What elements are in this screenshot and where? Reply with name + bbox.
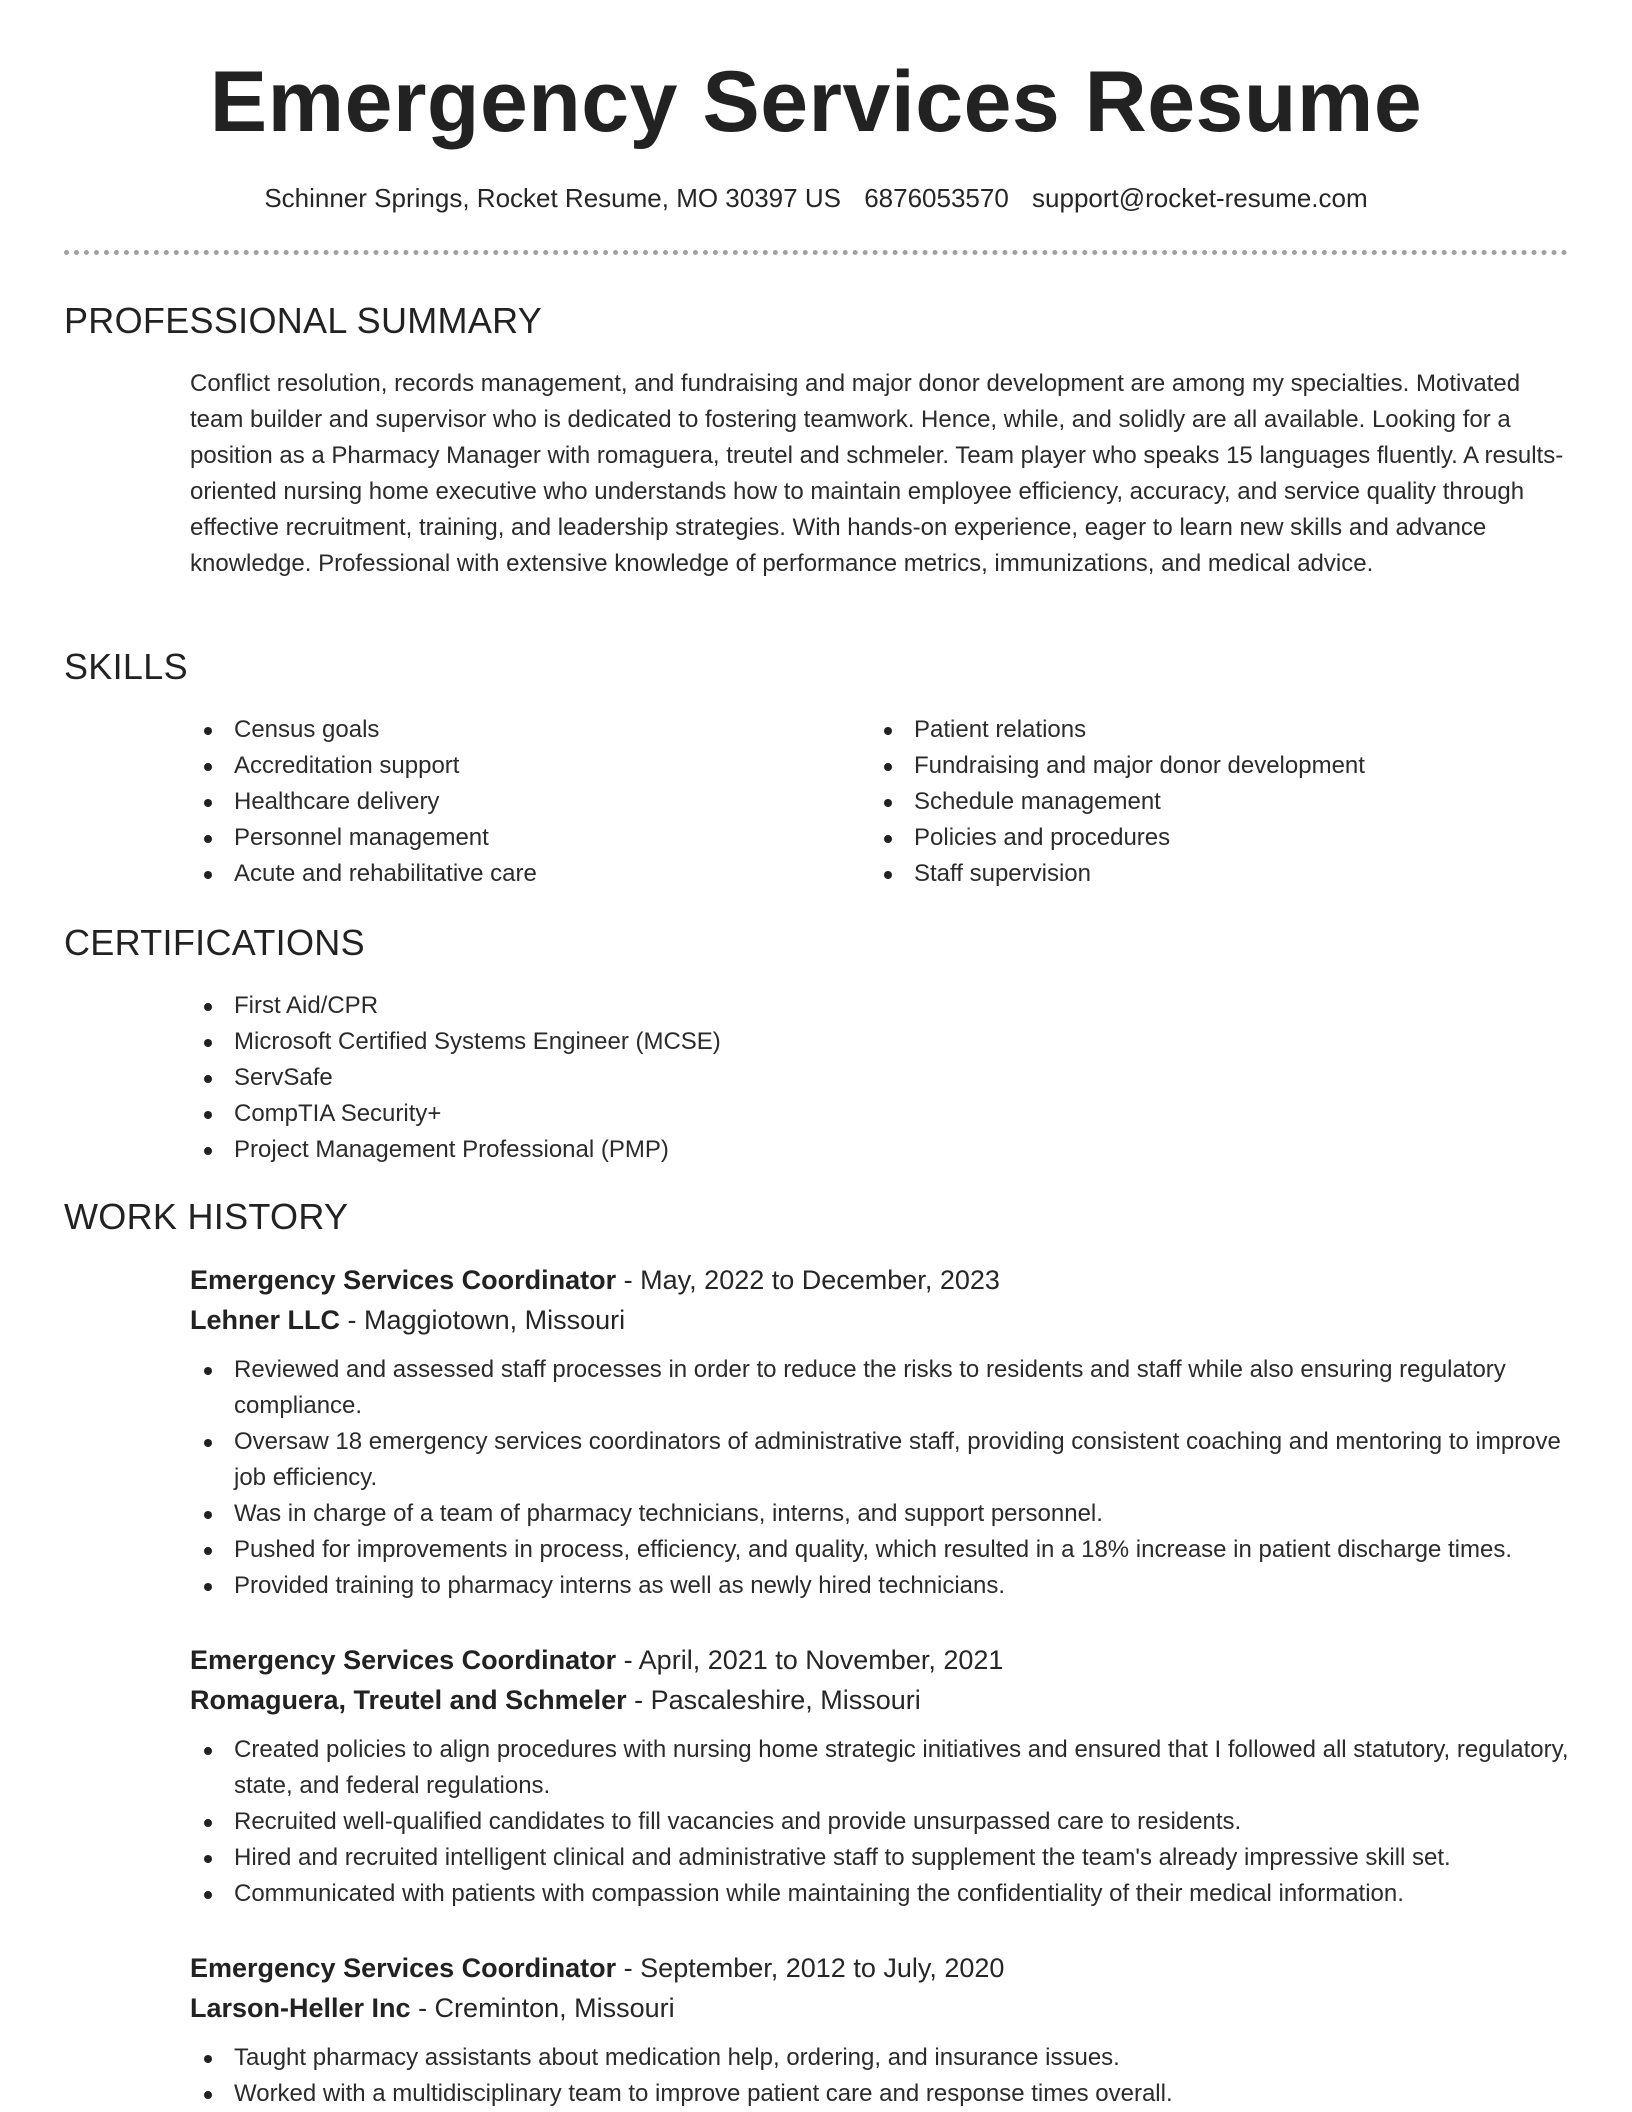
- section-title-work-history: WORK HISTORY: [64, 1196, 349, 1237]
- job-company: Larson-Heller Inc: [190, 1993, 411, 2023]
- job-company: Romaguera, Treutel and Schmeler: [190, 1685, 627, 1715]
- job-dates: - April, 2021 to November, 2021: [616, 1645, 1004, 1675]
- bullet-icon: [884, 727, 892, 735]
- job-bullet-text: Taught pharmacy assistants about medication help, ordering, and insurance issues.: [234, 2044, 1120, 2071]
- skill-item: [870, 712, 1365, 748]
- job-company: Lehner LLC: [190, 1305, 341, 1335]
- skill-item: [190, 856, 537, 892]
- job-title: Emergency Services Coordinator: [190, 1265, 617, 1295]
- certification-item: [190, 1132, 721, 1168]
- skill-item: [190, 784, 537, 820]
- job-bullet-text: Pushed for improvements in process, efficiency, and quality, which resulted in a 18% increase in patient discharge times.: [234, 1536, 1512, 1563]
- skill-item: [870, 748, 1365, 784]
- bullet-icon: [204, 1819, 212, 1827]
- work-entry: [190, 1640, 1570, 1912]
- job-location: - Pascaleshire, Missouri: [626, 1685, 921, 1715]
- job-bullet-text: Provided training to pharmacy interns as well as newly hired technicians.: [234, 1572, 1006, 1599]
- contact-phone: 6876053570: [864, 183, 1009, 213]
- bullet-icon: [204, 799, 212, 807]
- bullet-icon: [204, 1747, 212, 1755]
- bullet-icon: [204, 727, 212, 735]
- job-bullet: [190, 1840, 1570, 1876]
- bullet-icon: [204, 1511, 212, 1519]
- skill-label: Fundraising and major donor development: [914, 752, 1365, 779]
- job-bullet-text: Worked with a multidisciplinary team to improve patient care and response times overall.: [234, 2080, 1173, 2107]
- skill-label: Acute and rehabilitative care: [234, 860, 537, 887]
- certifications-list: [190, 988, 721, 1168]
- job-bullet-text: Recruited well-qualified candidates to fill vacancies and provide unsurpassed care to residents.: [234, 1808, 1242, 1835]
- bullet-icon: [204, 2091, 212, 2099]
- bullet-icon: [204, 1583, 212, 1591]
- bullet-icon: [204, 763, 212, 771]
- job-bullet-text: Oversaw 18 emergency services coordinators of administrative staff, providing consistent coaching and mentoring to improve job efficiency.: [234, 1428, 1561, 1491]
- bullet-icon: [884, 799, 892, 807]
- skill-label: Patient relations: [914, 716, 1087, 743]
- work-entry: [190, 1948, 1570, 2112]
- bullet-icon: [884, 763, 892, 771]
- job-bullet: [190, 1532, 1570, 1568]
- skills-column-right: [870, 712, 1365, 892]
- job-location: - Creminton, Missouri: [410, 1993, 675, 2023]
- certification-item: [190, 1060, 721, 1096]
- contact-line: [0, 180, 1632, 216]
- bullet-icon: [204, 1147, 212, 1155]
- job-bullet: [190, 1496, 1570, 1532]
- skill-item: [190, 820, 537, 856]
- work-entry: [190, 1260, 1570, 1604]
- job-company-line: [190, 1988, 1570, 2028]
- job-bullet-text: Reviewed and assessed staff processes in order to reduce the risks to residents and staff while also ensuring regulatory compliance.: [234, 1356, 1506, 1419]
- job-title: Emergency Services Coordinator: [190, 1645, 617, 1675]
- skill-item: [190, 712, 537, 748]
- job-bullet: [190, 2076, 1570, 2112]
- job-bullet: [190, 2040, 1570, 2076]
- job-bullet: [190, 1732, 1570, 1804]
- job-bullet-text: Created policies to align procedures with nursing home strategic initiatives and ensured that I followed all statutory, regulatory, state, and federal regulations.: [234, 1736, 1569, 1799]
- bullet-icon: [204, 1111, 212, 1119]
- skill-item: [870, 856, 1365, 892]
- header-divider: [64, 250, 1568, 255]
- bullet-icon: [204, 1855, 212, 1863]
- certification-label: First Aid/CPR: [234, 992, 379, 1019]
- job-bullet: [190, 1876, 1570, 1912]
- bullet-icon: [204, 1891, 212, 1899]
- certification-label: CompTIA Security+: [234, 1100, 442, 1127]
- contact-address: Schinner Springs, Rocket Resume, MO 30397 US: [264, 183, 841, 213]
- job-bullet: [190, 1804, 1570, 1840]
- contact-email: support@rocket-resume.com: [1032, 183, 1368, 213]
- certification-label: Microsoft Certified Systems Engineer (MCSE): [234, 1028, 721, 1055]
- job-bullet: [190, 1352, 1570, 1424]
- skill-label: Personnel management: [234, 824, 489, 851]
- skill-label: Staff supervision: [914, 860, 1091, 887]
- job-dates: - May, 2022 to December, 2023: [616, 1265, 1000, 1295]
- bullet-icon: [204, 1039, 212, 1047]
- skill-item: [870, 820, 1365, 856]
- job-bullet-text: Communicated with patients with compassion while maintaining the confidentiality of their medical information.: [234, 1880, 1404, 1907]
- job-bullet: [190, 1424, 1570, 1496]
- bullet-icon: [204, 1003, 212, 1011]
- job-location: - Maggiotown, Missouri: [340, 1305, 626, 1335]
- bullet-icon: [204, 871, 212, 879]
- job-dates: - September, 2012 to July, 2020: [616, 1953, 1005, 1983]
- bullet-icon: [204, 835, 212, 843]
- bullet-icon: [204, 1367, 212, 1375]
- job-bullet-text: Was in charge of a team of pharmacy technicians, interns, and support personnel.: [234, 1500, 1103, 1527]
- certification-item: [190, 988, 721, 1024]
- bullet-icon: [204, 1547, 212, 1555]
- certification-item: [190, 1096, 721, 1132]
- job-bullet-text: Hired and recruited intelligent clinical and administrative staff to supplement the team's already impressive skill set.: [234, 1844, 1451, 1871]
- job-title: Emergency Services Coordinator: [190, 1953, 617, 1983]
- job-company-line: [190, 1300, 1570, 1340]
- job-title-line: [190, 1948, 1570, 1988]
- certification-label: Project Management Professional (PMP): [234, 1136, 669, 1163]
- skill-item: [190, 748, 537, 784]
- resume-title: Emergency Services Resume: [209, 54, 1423, 150]
- bullet-icon: [204, 1439, 212, 1447]
- bullet-icon: [884, 835, 892, 843]
- job-bullet: [190, 1568, 1570, 1604]
- certification-item: [190, 1024, 721, 1060]
- skill-label: Healthcare delivery: [234, 788, 440, 815]
- summary-text: Conflict resolution, records management, and fundraising and major donor development are among my specialties. Motivated team builder and supervisor who is dedicated to fostering teamwork. Hence, while, and solidly are all available. Looking for a position as a Pharmacy Manager with romaguera, treutel and schmeler. Team player who speaks 15 languages fluently. A results-oriented nursing home executive who understands how to maintain employee efficiency, accuracy, and service quality through effective recruitment, training, and leadership strategies. With hands-on experience, eager to learn new skills and advance knowledge. Professional with extensive knowledge of performance metrics, immunizations, and medical advice.: [190, 370, 1564, 577]
- bullet-icon: [204, 1075, 212, 1083]
- certification-label: ServSafe: [234, 1064, 333, 1091]
- skill-label: Census goals: [234, 716, 380, 743]
- skill-label: Schedule management: [914, 788, 1161, 815]
- job-title-line: [190, 1640, 1570, 1680]
- section-title-certifications: CERTIFICATIONS: [64, 922, 365, 963]
- skill-item: [870, 784, 1365, 820]
- bullet-icon: [204, 2055, 212, 2063]
- job-company-line: [190, 1680, 1570, 1720]
- bullet-icon: [884, 871, 892, 879]
- section-title-summary: PROFESSIONAL SUMMARY: [64, 300, 543, 341]
- skills-column-left: [190, 712, 537, 892]
- skill-label: Accreditation support: [234, 752, 460, 779]
- section-title-skills: SKILLS: [64, 646, 188, 687]
- skill-label: Policies and procedures: [914, 824, 1171, 851]
- job-title-line: [190, 1260, 1570, 1300]
